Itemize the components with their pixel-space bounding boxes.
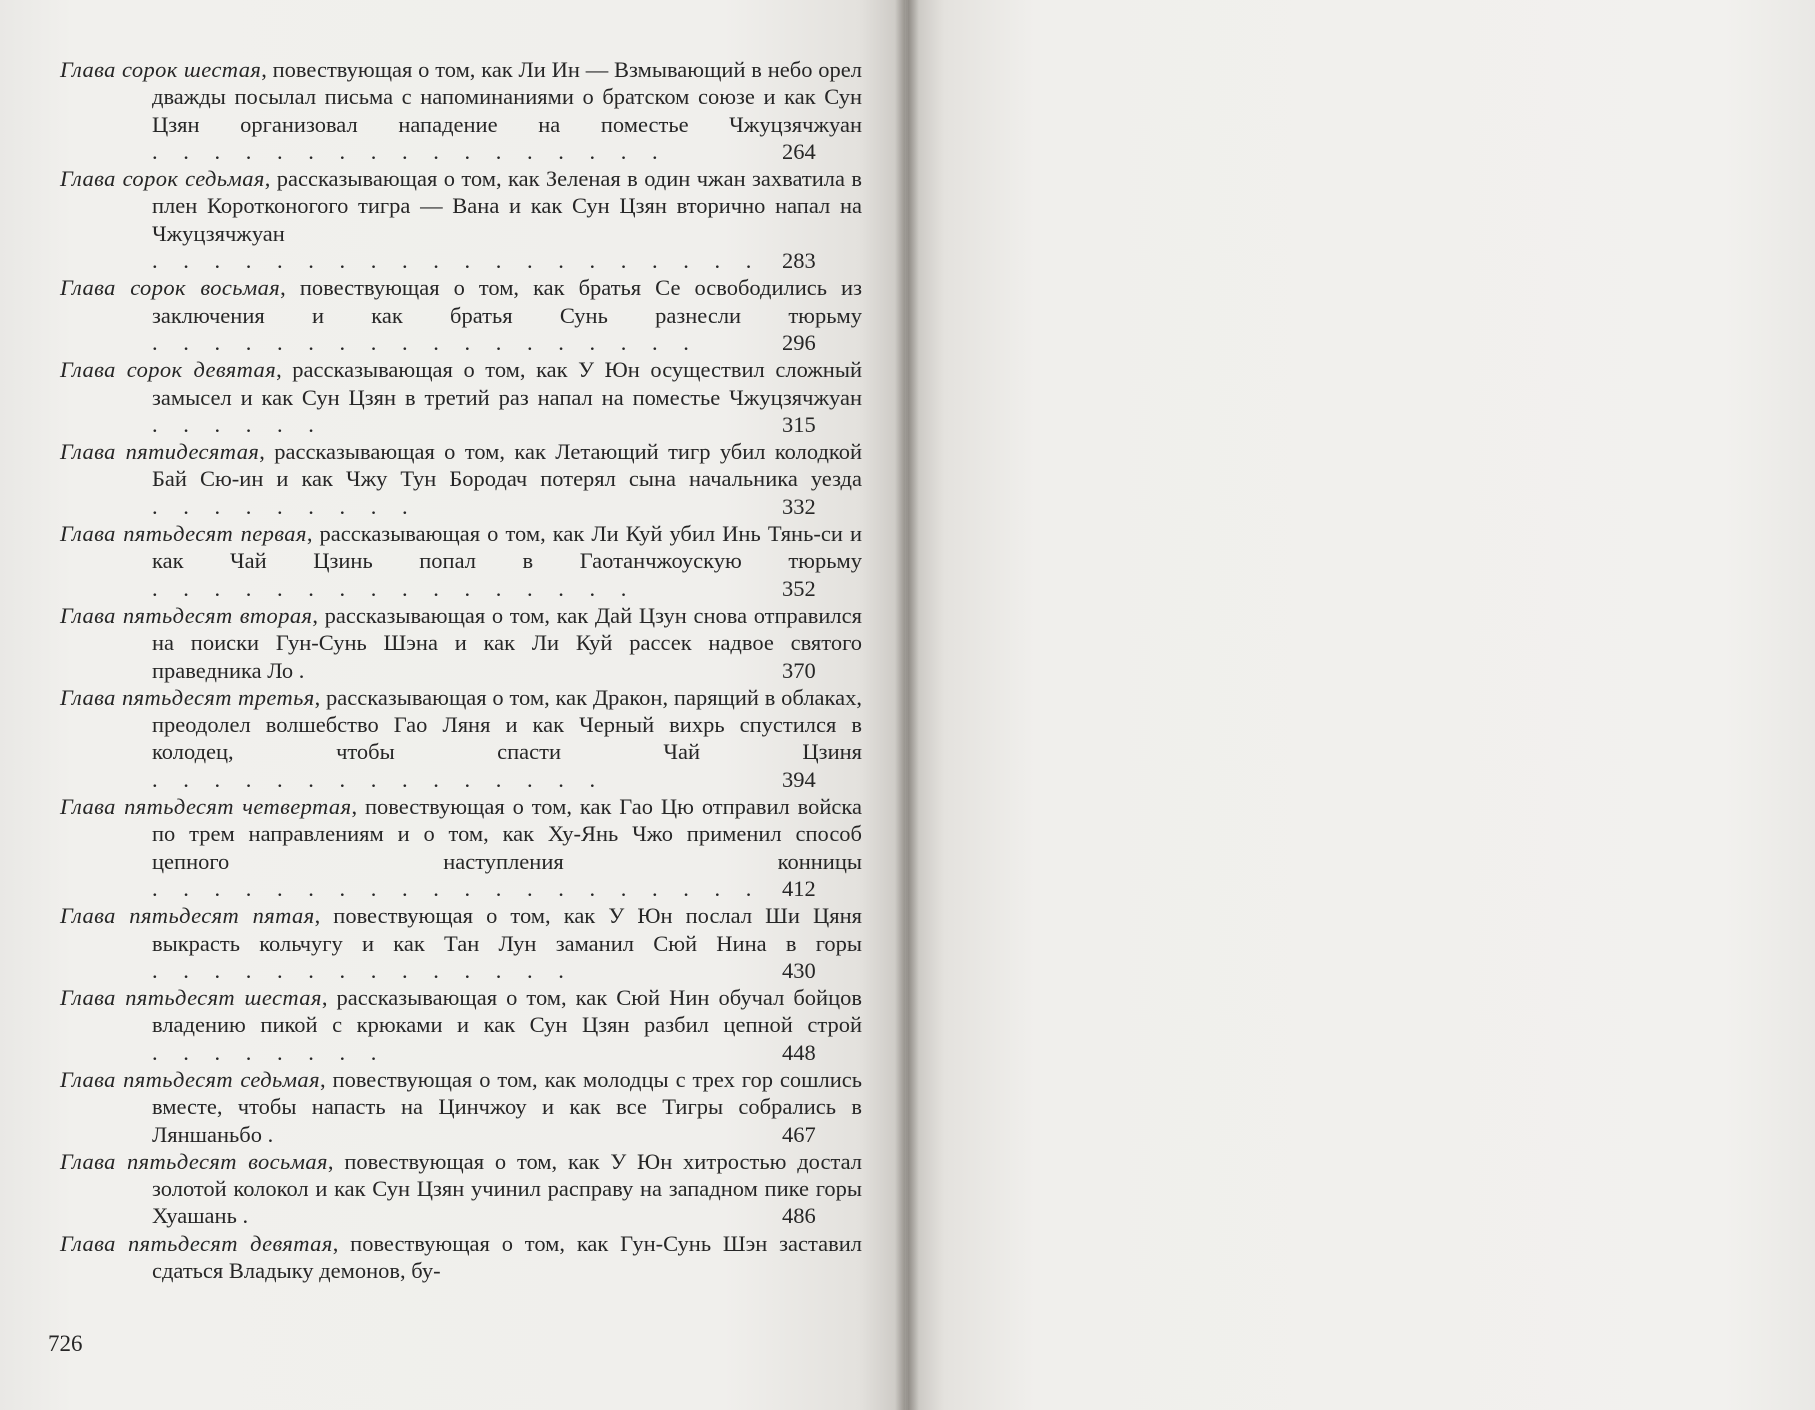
- page-number: 412: [782, 875, 816, 901]
- leader-dots: . . . . . .: [152, 411, 324, 437]
- page-number: 315: [782, 411, 816, 437]
- toc-entry[interactable]: [60, 1148, 862, 1230]
- page-number: 486: [782, 1203, 816, 1229]
- chapter-description: , повествующая о том, как Ли Ин — Взмывающий в небо орел дважды посылал письма с напоминаниями о братском союзе и как Сун Цзян организовал нападение на поместье Чжуцзячжуан: [152, 57, 862, 137]
- page-number: 370: [782, 657, 816, 683]
- leader-dots: . . . . . . . . .: [152, 493, 418, 519]
- leader-dots: . . . . . . . . . . . . . . .: [152, 766, 606, 792]
- chapter-description: , рассказывающая о том, как Сюй Нин обучал бойцов владению пикой с крюками и как Сун Цзян разбил цепной строй: [152, 985, 863, 1038]
- toc-list-left: [60, 56, 863, 1284]
- toc-entry[interactable]: [60, 356, 863, 438]
- page-number: 448: [782, 1039, 816, 1065]
- leader-dots: . . . . . . . . . . . . . . . . . .: [152, 329, 699, 355]
- toc-entry[interactable]: [60, 684, 862, 793]
- chapter-description: , рассказывающая о том, как Дай Цзун снова отправился на поиски Гун-Сунь Шэна и как Ли Куй рассек надвое святого праведника Ло: [152, 602, 862, 683]
- toc-entry[interactable]: [60, 793, 862, 902]
- folio-page-number: 726: [48, 1331, 83, 1356]
- chapter-title: Глава пятьдесят шестая: [60, 985, 322, 1011]
- chapter-title: Глава пятьдесят девятая: [60, 1230, 333, 1256]
- chapter-description: , повествующая о том, как молодцы с трех гор сошлись вместе, чтобы напасть на Цинчжоу и как все Тигры собрались в Ляншаньбо: [152, 1066, 862, 1147]
- leader-dots: . . . . . . . . . . . . . . . . . . . .: [152, 248, 762, 274]
- leader-dots: .: [298, 657, 315, 683]
- chapter-description: , рассказывающая о том, как Летающий тигр убил колодкой Бай Сю-ин и как Чжу Тун Бородач потерял сына начальника уезда: [152, 439, 862, 492]
- toc-entry[interactable]: [60, 56, 862, 165]
- page-number: 430: [782, 957, 816, 983]
- chapter-title: Глава пятьдесят четвертая: [60, 794, 352, 820]
- chapter-title: Глава пятьдесят первая: [60, 521, 307, 547]
- leader-dots: . . . . . . . . . . . . . . . .: [152, 575, 637, 601]
- chapter-description: , повествующая о том, как У Юн послал Ши Цяня выкрасть кольчугу и как Тан Лун заманил Сюй Нина в горы: [152, 903, 862, 956]
- toc-entry[interactable]: [60, 984, 863, 1066]
- chapter-title: Глава пятидесятая: [60, 439, 260, 465]
- page-number: 264: [782, 138, 816, 164]
- page-number: 467: [782, 1121, 816, 1147]
- toc-entry[interactable]: [60, 274, 862, 356]
- leader-dots: .: [267, 1121, 284, 1147]
- page-number: 332: [782, 493, 816, 519]
- leader-dots: . . . . . . . . . . . . . . . . . . . .: [152, 875, 762, 901]
- toc-entry[interactable]: [60, 602, 862, 684]
- chapter-description: , повествующая о том, как У Юн хитростью достал золотой колокол и как Сун Цзян учинил расправу на западном пике горы Хуашань: [152, 1148, 862, 1229]
- chapter-description: , повествующая о том, как Гун-Сунь Шэн заставил сдаться Владыку демонов, бу-: [152, 1230, 862, 1284]
- chapter-title: Глава пятьдесят седьмая: [60, 1066, 320, 1092]
- page-number: 352: [782, 575, 816, 601]
- chapter-description: , рассказывающая о том, как Дракон, парящий в облаках, преодолел волшебство Гао Ляня и как Черный вихрь спустился в колодец, чтобы спасти Чай Цзиня: [152, 684, 862, 765]
- chapter-title: Глава сорок шестая: [60, 57, 262, 82]
- page-number: 296: [782, 329, 816, 355]
- chapter-description: , повествующая о том, как братья Се освободились из заключения и как братья Сунь разнесли тюрьму: [152, 275, 862, 328]
- page-number: 394: [782, 766, 816, 792]
- chapter-description: , рассказывающая о том, как Ли Куй убил Инь Тянь-си и как Чай Цзинь попал в Гаотанчжоускую тюрьму: [152, 521, 862, 574]
- left-page: [0, 0, 905, 1410]
- leader-dots: .: [242, 1203, 259, 1229]
- chapter-title: Глава пятьдесят пятая: [60, 903, 315, 929]
- toc-entry[interactable]: [60, 1066, 862, 1148]
- toc-entry[interactable]: [60, 165, 862, 274]
- leader-dots: . . . . . . . . . . . . . . . . .: [152, 138, 668, 164]
- leader-dots: . . . . . . . .: [152, 1039, 387, 1065]
- chapter-title: Глава сорок девятая: [60, 357, 277, 383]
- toc-entry[interactable]: [60, 1230, 862, 1285]
- book-gutter: [895, 0, 919, 1410]
- chapter-title: Глава пятьдесят вторая: [60, 602, 313, 628]
- page-number: 283: [782, 248, 816, 274]
- toc-entry[interactable]: [60, 438, 862, 520]
- chapter-title: Глава сорок восьмая: [60, 275, 281, 301]
- chapter-title: Глава пятьдесят третья: [60, 684, 315, 710]
- toc-entry[interactable]: [60, 902, 862, 984]
- chapter-description: , рассказывающая о том, как Зеленая в один чжан захватила в плен Коротконогого тигра — Вана и как Сун Цзян вторично напал на Чжуцзячжуан: [152, 166, 862, 246]
- chapter-description: , повествующая о том, как Гао Цю отправил войска по трем направлениям и о том, как Ху-Янь Чжо применил способ цепного наступления конницы: [152, 794, 862, 874]
- toc-entry[interactable]: [60, 520, 862, 602]
- right-page: [908, 0, 1815, 1410]
- leader-dots: . . . . . . . . . . . . . .: [152, 957, 574, 983]
- chapter-title: Глава пятьдесят восьмая: [60, 1148, 328, 1174]
- chapter-title: Глава сорок седьмая: [60, 166, 265, 192]
- chapter-description: , рассказывающая о том, как У Юн осуществил сложный замысел и как Сун Цзян в третий раз напал на поместье Чжуцзячжуан: [152, 357, 863, 410]
